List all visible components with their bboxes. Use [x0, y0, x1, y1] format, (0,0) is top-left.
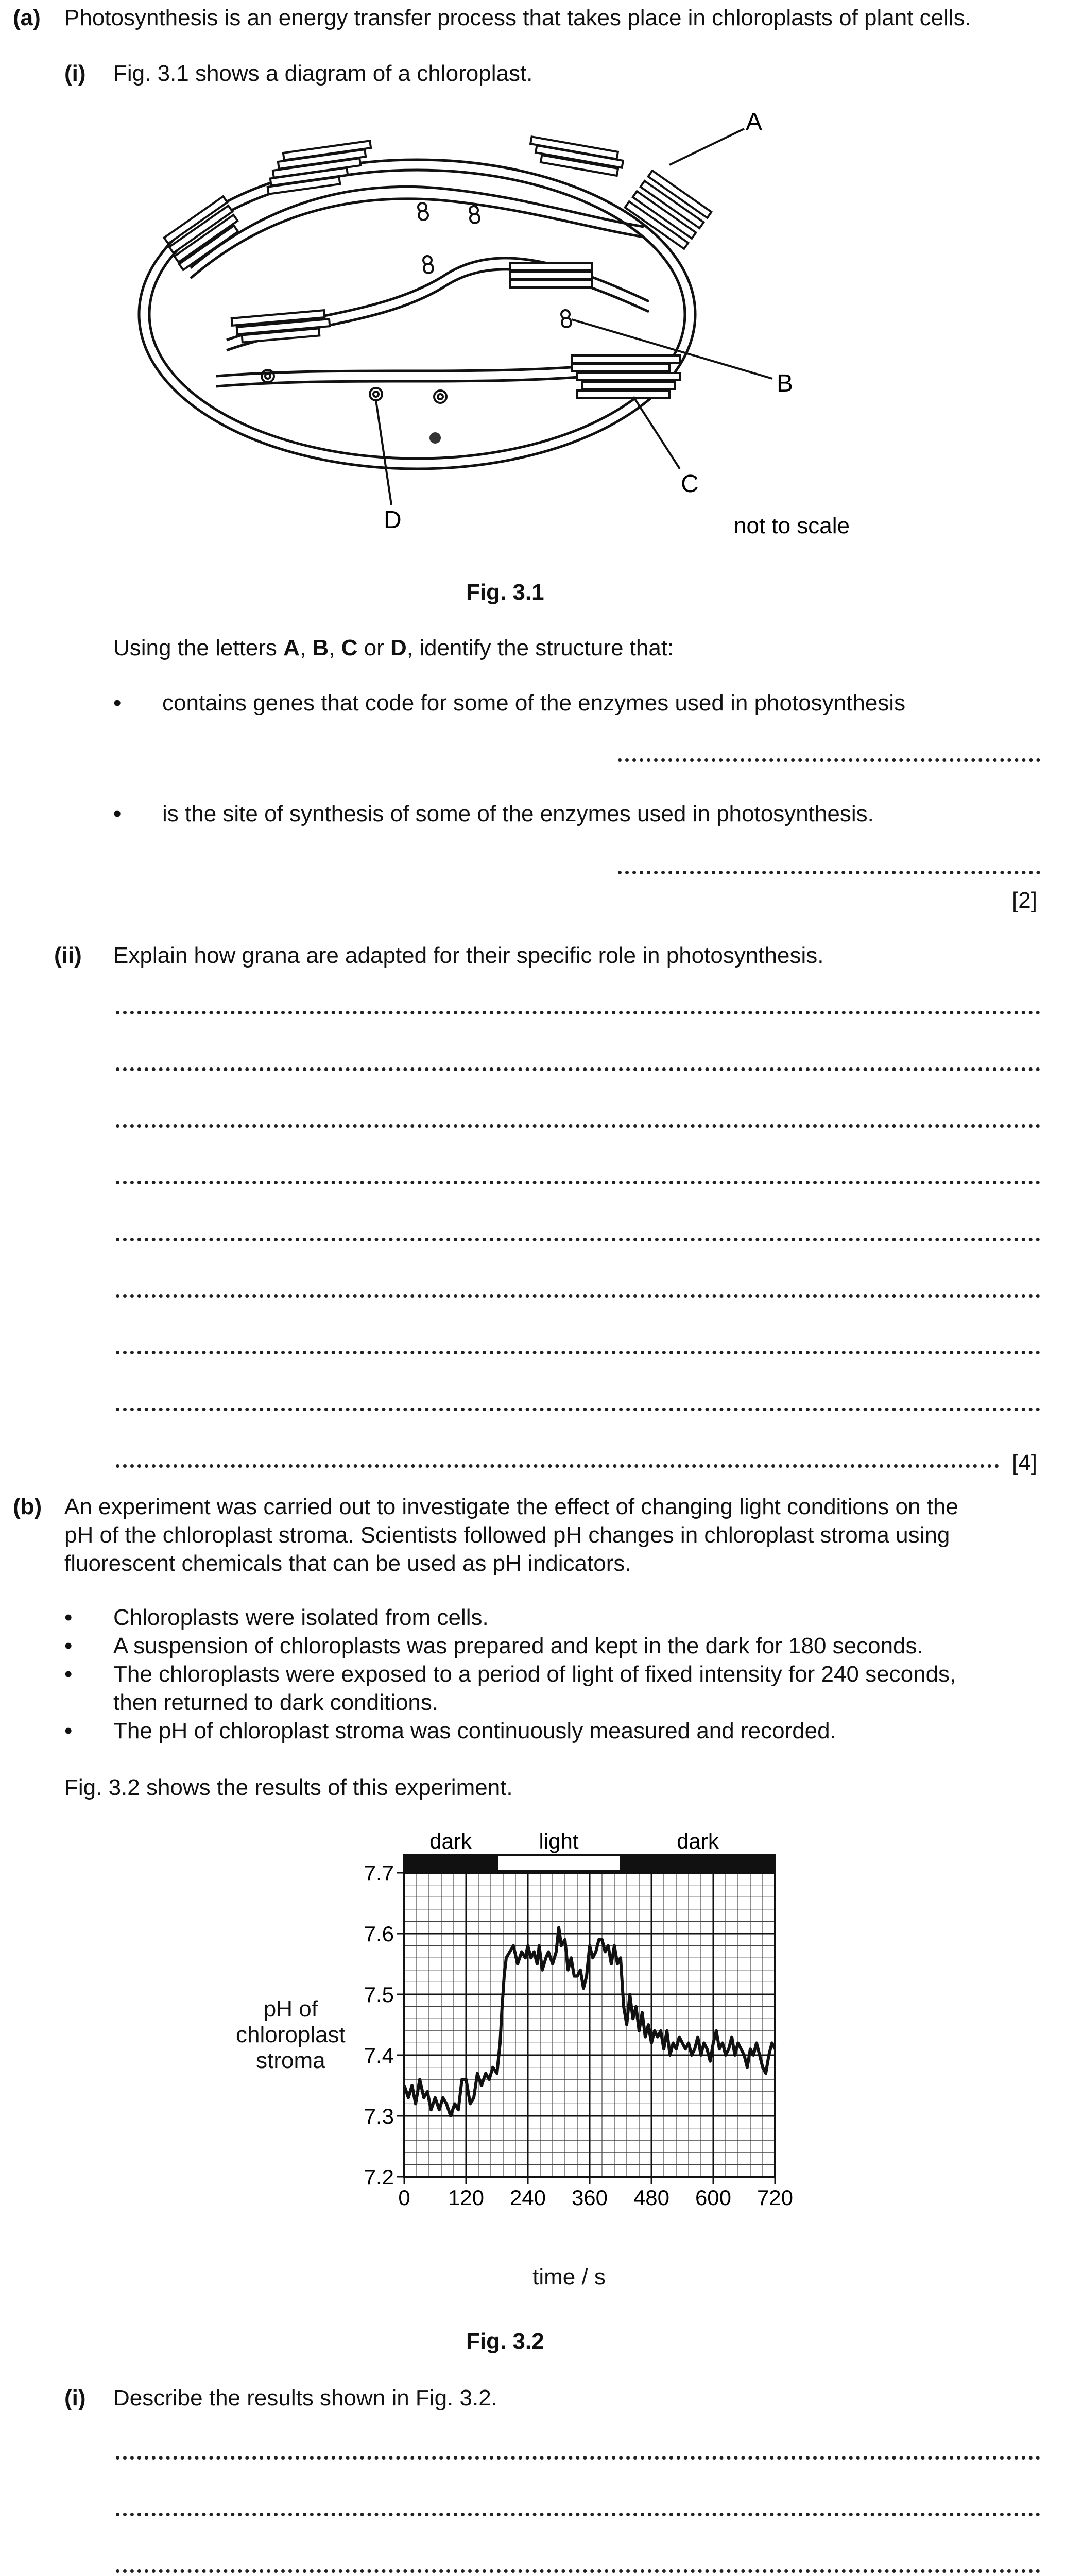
part-a-label: (a) [13, 5, 41, 30]
bullet-icon: • [113, 801, 122, 826]
answer-line-a-ii-7[interactable] [116, 1351, 1040, 1354]
y-tick-label: 7.7 [364, 1861, 394, 1885]
part-b-intro-3: fluorescent chemicals that can be used as pH indicators. [64, 1551, 631, 1576]
x-tick-label: 0 [398, 2185, 410, 2210]
ribosome-icon [470, 206, 479, 223]
part-a-i-label: (i) [64, 61, 86, 86]
y-axis-label-line: pH of [263, 1996, 318, 2022]
ribosome-icon [418, 203, 428, 220]
part-a-intro: Photosynthesis is an energy transfer process that takes place in chloroplasts of plant cells. [64, 5, 971, 30]
y-axis-label [236, 1996, 346, 2074]
part-b-i-label: (i) [64, 2385, 86, 2411]
y-axis-label-line: chloroplast [236, 2022, 346, 2047]
bullet-icon: • [64, 1718, 73, 1743]
granum-lower-right-C [572, 355, 680, 398]
condition-label: dark [677, 1829, 719, 1853]
label-B: B [777, 370, 794, 397]
instruction-text: Using the letters A, B, C or D, identify the structure that: [113, 635, 674, 660]
label-D: D [384, 506, 402, 534]
y-tick-label: 7.5 [364, 1982, 394, 2007]
label-C: C [681, 470, 699, 498]
answer-line-a-ii-4[interactable] [116, 1181, 1040, 1184]
label-line-A [669, 129, 744, 165]
answer-line-a-ii-3[interactable] [116, 1124, 1040, 1128]
granum-upper-left [268, 141, 371, 194]
granum-upper-right [530, 137, 623, 176]
condition-bar-light [497, 1855, 621, 1871]
condition-bar-dark [404, 1855, 497, 1871]
answer-line-a-ii-2[interactable] [116, 1067, 1040, 1071]
answer-line-b-i-2[interactable] [116, 2513, 1040, 2516]
granum-lower-left [232, 310, 330, 342]
not-to-scale-note: not to scale [734, 513, 850, 538]
marks-a-i: [2] [1012, 888, 1037, 913]
ph-chart [330, 1811, 803, 2254]
fig-3-1-caption: Fig. 3.1 [466, 580, 544, 605]
x-tick-label: 360 [571, 2185, 608, 2210]
x-tick-label: 480 [633, 2185, 670, 2210]
x-axis-label: time / s [532, 2264, 606, 2290]
condition-label: dark [429, 1829, 472, 1853]
y-axis-label-line: stroma [256, 2048, 325, 2073]
y-tick-label: 7.2 [364, 2165, 394, 2189]
bullet-icon: • [64, 1633, 73, 1658]
label-line-C [633, 397, 680, 469]
x-tick-label: 600 [695, 2185, 732, 2210]
answer-line-a-ii-9[interactable] [116, 1464, 999, 1468]
answer-line-a-ii-8[interactable] [116, 1408, 1040, 1411]
answer-line-a-ii-1[interactable] [116, 1011, 1040, 1014]
bullet-icon: • [113, 690, 122, 716]
y-tick-label: 7.4 [364, 2043, 394, 2067]
method-bullet-4: The pH of chloroplast stroma was continuously measured and recorded. [113, 1718, 836, 1743]
method-bullet-3b: then returned to dark conditions. [113, 1690, 439, 1715]
part-b-i-text: Describe the results shown in Fig. 3.2. [113, 2385, 497, 2411]
part-b-intro-1: An experiment was carried out to investigate the effect of changing light conditions on the [64, 1494, 958, 1519]
bullet-a-i-1: contains genes that code for some of the enzymes used in photosynthesis [162, 690, 906, 716]
answer-line-b-i-1[interactable] [116, 2456, 1040, 2460]
part-a-i-text: Fig. 3.1 shows a diagram of a chloroplast. [113, 61, 533, 86]
plastoglobule-icon [429, 432, 441, 444]
part-a-ii-label: (ii) [54, 943, 82, 968]
bullet-a-i-2: is the site of synthesis of some of the enzymes used in photosynthesis. [162, 801, 874, 826]
method-bullet-1: Chloroplasts were isolated from cells. [113, 1605, 489, 1630]
answer-line-a-ii-6[interactable] [116, 1294, 1040, 1298]
marks-a-ii: [4] [1012, 1450, 1037, 1476]
condition-label: light [539, 1829, 579, 1853]
part-b-intro-2: pH of the chloroplast stroma. Scientists followed pH changes in chloroplast stroma using [64, 1522, 950, 1548]
fig-3-2-intro: Fig. 3.2 shows the results of this experiment. [64, 1775, 513, 1800]
method-bullet-3a: The chloroplasts were exposed to a period of light of fixed intensity for 240 seconds, [113, 1662, 956, 1687]
chloroplast-diagram [129, 98, 901, 562]
part-a-ii-text: Explain how grana are adapted for their specific role in photosynthesis. [113, 943, 824, 968]
y-tick-label: 7.3 [364, 2104, 394, 2128]
method-bullet-2: A suspension of chloroplasts was prepared and kept in the dark for 180 seconds. [113, 1633, 923, 1658]
label-A: A [746, 108, 763, 135]
answer-line-b-i-3[interactable] [116, 2569, 1040, 2573]
x-tick-label: 120 [448, 2185, 485, 2210]
fig-3-2-caption: Fig. 3.2 [466, 2329, 544, 2354]
x-tick-label: 240 [509, 2185, 546, 2210]
dna-loop-icon [434, 391, 446, 403]
ribosome-icon [423, 256, 433, 273]
x-tick-label: 720 [757, 2185, 794, 2210]
answer-line-a-i-2[interactable] [618, 871, 1040, 874]
answer-line-a-ii-5[interactable] [116, 1238, 1040, 1241]
bullet-icon: • [64, 1662, 73, 1687]
y-tick-label: 7.6 [364, 1922, 394, 1946]
bullet-icon: • [64, 1605, 73, 1630]
part-b-label: (b) [13, 1494, 42, 1519]
condition-bar-dark [621, 1855, 775, 1871]
label-line-D [376, 400, 391, 505]
granum-center [510, 263, 592, 287]
answer-line-a-i-1[interactable] [618, 758, 1040, 762]
dna-loop-D-icon [370, 388, 382, 400]
ribosome-B-icon [561, 310, 571, 327]
